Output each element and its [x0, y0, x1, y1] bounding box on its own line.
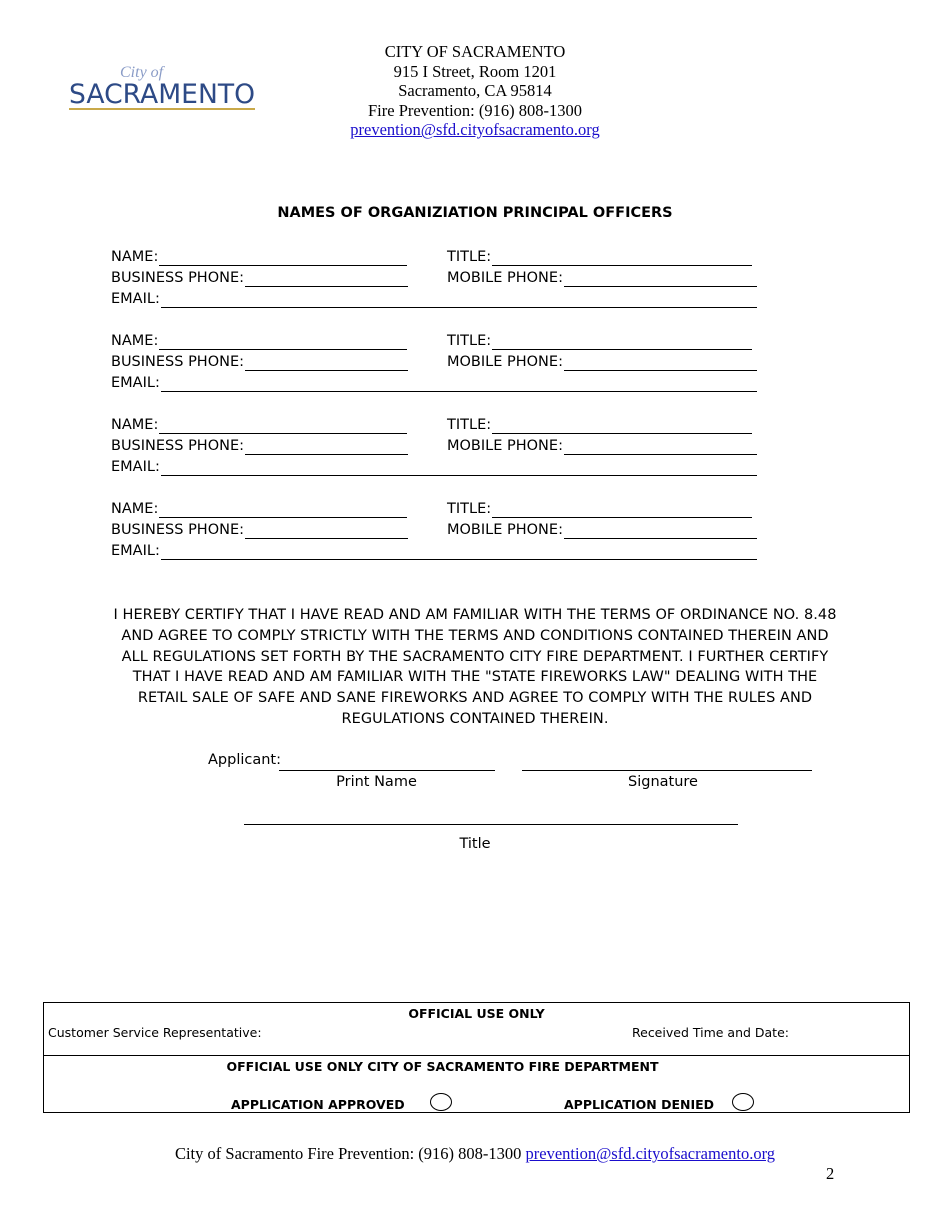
- officer-4-mobile-phone-field-label: MOBILE PHONE:: [447, 522, 563, 538]
- footer: [0, 1144, 950, 1164]
- officer-4-mobile-phone-field: [447, 521, 757, 539]
- officer-1-mobile-phone-field: [447, 269, 757, 287]
- csr-label: Customer Service Representative:: [48, 1025, 262, 1040]
- officer-4-business-phone-field: [111, 521, 408, 539]
- officer-2-mobile-phone-field-input-line[interactable]: [564, 356, 757, 371]
- officer-2-name-field-label: NAME:: [111, 333, 159, 349]
- officer-2-email-field-input-line[interactable]: [161, 377, 757, 392]
- officer-3-email-field-input-line[interactable]: [161, 461, 757, 476]
- logo-name-text: SACRAMENTO: [69, 79, 255, 110]
- officer-1-title-field-label: TITLE:: [447, 249, 492, 265]
- officer-2-email-field: [111, 374, 757, 392]
- signature-line[interactable]: [522, 770, 812, 771]
- city-logo: [68, 60, 258, 115]
- page-number: 2: [826, 1164, 835, 1183]
- logo-city-of-text: City of: [120, 64, 164, 81]
- officer-3-title-field-label: TITLE:: [447, 417, 492, 433]
- denied-checkbox[interactable]: [732, 1093, 754, 1111]
- officer-1-email-field-input-line[interactable]: [161, 293, 757, 308]
- official-divider: [44, 1055, 909, 1056]
- officer-1-name-field: [111, 248, 407, 266]
- officer-2-title-field-label: TITLE:: [447, 333, 492, 349]
- dept-heading: OFFICIAL USE ONLY CITY OF SACRAMENTO FIRE DEPARTMENT: [226, 1059, 659, 1074]
- officer-4-email-field-input-line[interactable]: [161, 545, 757, 560]
- officer-4-email-field: [111, 542, 757, 560]
- officer-4-name-field-input-line[interactable]: [159, 503, 407, 518]
- officer-1-email-field: [111, 290, 757, 308]
- sacramento-logo-graphic: [68, 60, 258, 115]
- officer-4-mobile-phone-field-input-line[interactable]: [564, 524, 757, 539]
- officer-1-business-phone-field-input-line[interactable]: [245, 272, 408, 287]
- officer-4-business-phone-field-label: BUSINESS PHONE:: [111, 522, 245, 538]
- officer-1-mobile-phone-field-label: MOBILE PHONE:: [447, 270, 563, 286]
- signature-caption: Signature: [628, 774, 698, 790]
- officer-3-name-field: [111, 416, 407, 434]
- officer-3-email-field: [111, 458, 757, 476]
- received-label: Received Time and Date:: [632, 1025, 789, 1040]
- page-title: NAMES OF ORGANIZIATION PRINCIPAL OFFICERS: [277, 205, 673, 221]
- header-email-link[interactable]: prevention@sfd.cityofsacramento.org: [350, 120, 600, 140]
- approved-label: APPLICATION APPROVED: [231, 1097, 405, 1112]
- print-name-caption: Print Name: [336, 774, 417, 790]
- org-name: CITY OF SACRAMENTO: [384, 42, 566, 61]
- officer-2-title-field-input-line[interactable]: [492, 335, 752, 350]
- officer-2-title-field: [447, 332, 752, 350]
- footer-text: City of Sacramento Fire Prevention: (916) 808-1300: [174, 1144, 522, 1163]
- officer-2-business-phone-field: [111, 353, 408, 371]
- officer-2-business-phone-field-input-line[interactable]: [245, 356, 408, 371]
- officer-3-business-phone-field-label: BUSINESS PHONE:: [111, 438, 245, 454]
- officer-3-title-field: [447, 416, 752, 434]
- officer-3-mobile-phone-field-input-line[interactable]: [564, 440, 757, 455]
- officer-2-email-field-label: EMAIL:: [111, 375, 160, 391]
- print-name-line[interactable]: [279, 770, 495, 771]
- officer-2-name-field: [111, 332, 407, 350]
- officer-3-title-field-input-line[interactable]: [492, 419, 752, 434]
- officer-1-name-field-label: NAME:: [111, 249, 159, 265]
- fire-prevention-phone: Fire Prevention: (916) 808-1300: [367, 100, 582, 120]
- officer-1-name-field-input-line[interactable]: [159, 251, 407, 266]
- officer-2-mobile-phone-field-label: MOBILE PHONE:: [447, 354, 563, 370]
- officer-3-name-field-input-line[interactable]: [159, 419, 407, 434]
- officer-2-name-field-input-line[interactable]: [159, 335, 407, 350]
- applicant-label: Applicant:: [208, 752, 282, 768]
- officer-4-business-phone-field-input-line[interactable]: [245, 524, 408, 539]
- title-caption: Title: [459, 836, 491, 852]
- address-line-2: Sacramento, CA 95814: [398, 81, 552, 101]
- officer-3-name-field-label: NAME:: [111, 417, 159, 433]
- officer-3-mobile-phone-field-label: MOBILE PHONE:: [447, 438, 563, 454]
- officer-1-title-field-input-line[interactable]: [492, 251, 752, 266]
- officer-3-business-phone-field: [111, 437, 408, 455]
- officer-4-email-field-label: EMAIL:: [111, 543, 160, 559]
- officer-3-mobile-phone-field: [447, 437, 757, 455]
- officer-1-mobile-phone-field-input-line[interactable]: [564, 272, 757, 287]
- officer-4-title-field-label: TITLE:: [447, 501, 492, 517]
- officer-3-business-phone-field-input-line[interactable]: [245, 440, 408, 455]
- officer-2-business-phone-field-label: BUSINESS PHONE:: [111, 354, 245, 370]
- officer-1-business-phone-field: [111, 269, 408, 287]
- officer-4-title-field: [447, 500, 752, 518]
- letterhead: [270, 42, 680, 140]
- officer-4-name-field: [111, 500, 407, 518]
- official-use-box: [43, 1002, 910, 1113]
- footer-email-link[interactable]: prevention@sfd.cityofsacramento.org: [525, 1144, 776, 1163]
- officer-4-name-field-label: NAME:: [111, 501, 159, 517]
- officer-3-email-field-label: EMAIL:: [111, 459, 160, 475]
- officer-2-mobile-phone-field: [447, 353, 757, 371]
- title-line[interactable]: [244, 824, 738, 825]
- address-line-1: 915 I Street, Room 1201: [393, 61, 557, 81]
- denied-label: APPLICATION DENIED: [564, 1097, 715, 1112]
- official-use-heading: OFFICIAL USE ONLY: [408, 1006, 545, 1021]
- officer-1-email-field-label: EMAIL:: [111, 291, 160, 307]
- certification-text: I HEREBY CERTIFY THAT I HAVE READ AND AM FAMILIAR WITH THE TERMS OF ORDINANCE NO. 8.48 AND AGREE TO COMPLY STRICTLY WITH THE TERMS AND CONDITIONS CONTAINED THEREIN AND ALL REGULATIONS SET FORTH BY THE SACRAMENTO CITY FIRE DEPARTMENT. I FURTHER CERTIFY THAT I HAVE READ AND AM FAMILIAR WITH THE "STATE FIREWORKS LAW" DEALING WITH THE RETAIL SALE OF SAFE AND SANE FIREWORKS AND AGREE TO COMPLY WITH THE RULES AND REGULATIONS CONTAINED THEREIN.: [113, 607, 837, 727]
- approved-checkbox[interactable]: [430, 1093, 452, 1111]
- officer-1-title-field: [447, 248, 752, 266]
- officer-1-business-phone-field-label: BUSINESS PHONE:: [111, 270, 245, 286]
- officer-4-title-field-input-line[interactable]: [492, 503, 752, 518]
